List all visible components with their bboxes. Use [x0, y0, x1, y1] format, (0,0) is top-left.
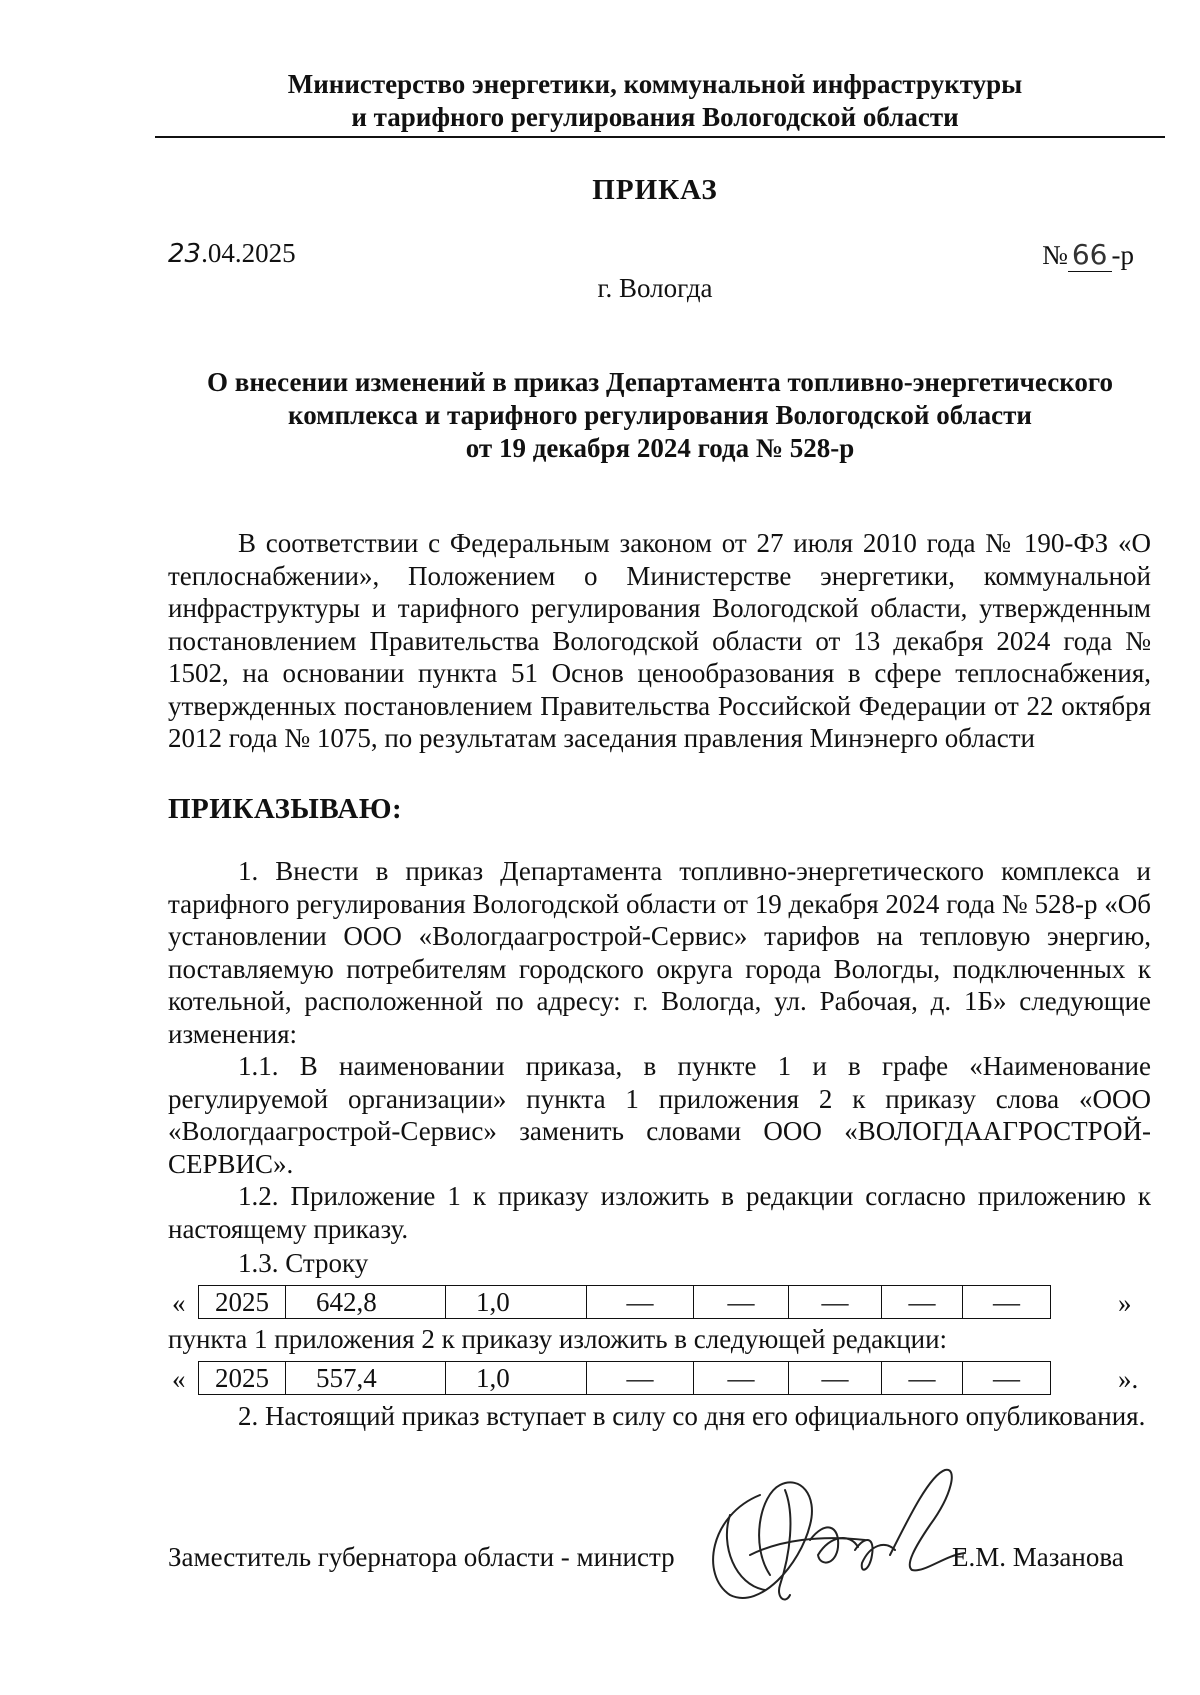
table-row: [199, 1362, 1051, 1395]
number-suffix: -р: [1111, 240, 1134, 270]
row-new-close-quote: ».: [1118, 1364, 1139, 1394]
subject-line-2: комплекса и тарифного регулирования Вологодской области: [288, 400, 1032, 430]
document-title: ПРИКАЗ: [592, 174, 718, 206]
date-day-handwritten: 23: [168, 239, 202, 269]
row-new-table: [198, 1361, 1051, 1395]
row-old-cell-8: —: [963, 1286, 1051, 1319]
row-new: [168, 1361, 1151, 1397]
row-old-cell-tariff: 642,8: [286, 1286, 446, 1319]
row-old-cell-5: —: [694, 1286, 789, 1319]
preamble-text: В соответствии с Федеральным законом от 27 июля 2010 года № 190-ФЗ «О теплоснабжении», Положением о Министерстве энергетики, коммунальной инфраструктуры и тарифного регулирования Вологодской области, утвержденным постановлением Правительства Вологодской области от 13 декабря 2024 года № 1502, на основании пункта 51 Основ ценообразования в сфере теплоснабжения, утвержденных постановлением Правительства Российской Федерации от 22 октября 2012 года № 1075, по результатам заседания правления Минэнерго области: [168, 528, 1151, 753]
row-old-cell-coef: 1,0: [446, 1286, 587, 1319]
date-rest: .04.2025: [201, 238, 296, 268]
document-number: [1042, 238, 1134, 271]
document-date: [168, 238, 296, 269]
item-1-1-text: 1.1. В наименовании приказа, в пункте 1 и в графе «Наименование регулируемой организации» пункта 1 приложения 2 к приказу слова «ООО «Вологдаагрострой-Сервис» заменить словами ООО «ВОЛОГДААГРОСТРОЙ-СЕРВИС».: [168, 1051, 1151, 1179]
subject-line-1: О внесении изменений в приказ Департамента топливно-энергетического: [206, 367, 1113, 397]
subject-line-3: от 19 декабря 2024 года № 528-р: [465, 433, 855, 463]
between-rows-text: пункта 1 приложения 2 к приказу изложить в следующей редакции:: [168, 1324, 948, 1354]
header-divider: [155, 136, 1165, 138]
document-subject: [170, 366, 1150, 465]
row-old-cell-year: 2025: [199, 1286, 286, 1319]
row-new-cell-year: 2025: [199, 1362, 286, 1395]
row-new-cell-tariff: 557,4: [286, 1362, 446, 1395]
document-city: г. Вологда: [597, 273, 713, 303]
ministry-line-2: и тарифного регулирования Вологодской области: [351, 102, 959, 132]
item-2: [168, 1400, 1151, 1433]
row-old-cell-6: —: [789, 1286, 882, 1319]
item-2-text: 2. Настоящий приказ вступает в силу со дня его официального опубликования.: [238, 1401, 1146, 1431]
row-old: [168, 1285, 1151, 1321]
row-new-cell-7: —: [882, 1362, 963, 1395]
row-old-table: [198, 1285, 1051, 1319]
signatory-name: Е.М. Мазанова: [952, 1542, 1124, 1572]
item-1-2-text: 1.2. Приложение 1 к приказу изложить в редакции согласно приложению к настоящему приказу.: [168, 1181, 1151, 1244]
item-1-3-text: 1.3. Строку: [238, 1248, 369, 1278]
signatory-role: Заместитель губернатора области - министр: [168, 1542, 675, 1572]
row-new-cell-4: —: [587, 1362, 694, 1395]
table-row: [199, 1286, 1051, 1319]
row-old-close-quote: »: [1118, 1288, 1132, 1318]
ministry-header: [150, 68, 1160, 134]
row-new-cell-8: —: [963, 1362, 1051, 1395]
ministry-line-1: Министерство энергетики, коммунальной инфраструктуры: [287, 69, 1023, 99]
order-word: ПРИКАЗЫВАЮ:: [168, 793, 403, 825]
item-1: [168, 855, 1151, 1245]
item-1-text: 1. Внести в приказ Департамента топливно-энергетического комплекса и тарифного регулирования Вологодской области от 19 декабря 2024 года № 528-р «Об установлении ООО «Вологдаагрострой-Сервис» тарифов на тепловую энергию, поставляемую потребителям городского округа города Вологды, подключенных к котельной, расположенной по адресу: г. Вологда, ул. Рабочая, д. 1Б» следующие изменения:: [168, 856, 1151, 1049]
row-new-open-quote: «: [172, 1364, 186, 1394]
row-new-cell-6: —: [789, 1362, 882, 1395]
row-new-cell-coef: 1,0: [446, 1362, 587, 1395]
row-old-cell-4: —: [587, 1286, 694, 1319]
row-old-cell-7: —: [882, 1286, 963, 1319]
handwritten-signature: [690, 1455, 980, 1615]
preamble: [168, 527, 1151, 755]
number-handwritten: 66: [1068, 238, 1112, 272]
row-new-cell-5: —: [694, 1362, 789, 1395]
number-prefix: №: [1042, 240, 1068, 270]
row-old-open-quote: «: [172, 1288, 186, 1318]
